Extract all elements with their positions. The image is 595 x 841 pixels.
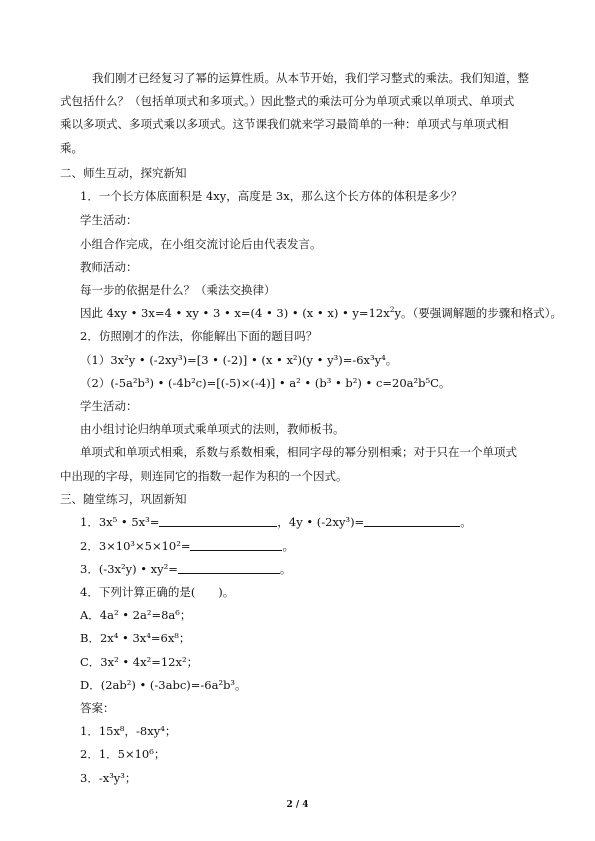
derivation-part-b: y。（要强调解题的步骤和格式）。: [394, 306, 562, 320]
intro-line-3: 乘以多项式、多项式乘以多项式。这节课我们就来学习最简单的一种：单项式与单项式相: [60, 117, 509, 131]
practice-3-a: 3．(-3x²y) • xy²=: [80, 562, 178, 576]
answer-label: 答案：: [80, 701, 115, 715]
practice-1-b: ，4y • (-2xy³)=: [277, 515, 365, 529]
teacher-activity-label: 教师活动：: [80, 260, 138, 274]
option-c: C．3x² • 4x²=12x²；: [80, 655, 199, 669]
answer-2: 2．1．5×10⁶；: [80, 747, 166, 761]
student-activity-text: 小组合作完成，在小组交流讨论后由代表发言。: [80, 237, 322, 251]
rule-line-2: 中出现的字母，则连同它的指数一起作为积的一个因式。: [60, 469, 348, 483]
practice-2-end: 。: [282, 539, 294, 553]
answer-1: 1．15x⁸，-8xy⁴；: [80, 724, 177, 738]
section-2-title: 二、师生互动，探究新知: [60, 166, 187, 180]
practice-2: [80, 538, 520, 555]
practice-4: 4．下列计算正确的是( )。: [80, 585, 235, 599]
question-2: 2．仿照刚才的作法，你能解出下面的题目吗？: [80, 329, 318, 343]
question-1: 1．一个长方体底面积是 4xy，高度是 3x，那么这个长方体的体积是多少？: [80, 189, 463, 203]
option-b: B．2x⁴ • 3x⁴=6x⁸；: [80, 631, 191, 645]
answer-3: 3．-x³y³；: [80, 771, 137, 785]
example-2: （2）(-5a²b³) • (-4b²c)=[(-5)×(-4)] • a² • (b³ • b²) • c=20a²b⁵C。: [80, 376, 451, 390]
example-1: （1）3x²y • (-2xy³)=[3 • (-2)] • (x • x²)(y • y³)=-6x³y⁴。: [80, 353, 398, 367]
practice-1: [80, 514, 520, 531]
answer-blank: [159, 514, 277, 527]
intro-line-4: 乘。: [60, 141, 83, 155]
student-activity-label-2: 学生活动：: [80, 399, 138, 413]
derivation-part-a: 因此 4xy • 3x=4 • xy • 3 • x=(4 • 3) • (x • x) • y=12x: [80, 306, 390, 320]
answer-blank: [178, 561, 280, 574]
practice-2-a: 2．3×10³×5×10²=: [80, 539, 191, 553]
section-3-title: 三、随堂练习，巩固新知: [60, 492, 187, 506]
student-activity-label: 学生活动：: [80, 213, 138, 227]
practice-3-end: 。: [279, 562, 292, 576]
practice-3: [80, 561, 520, 578]
answer-blank: [190, 538, 282, 551]
answer-blank: [364, 514, 460, 527]
student-activity-text-2: 由小组讨论归纳单项式乘单项式的法则，教师板书。: [80, 422, 345, 436]
page-number: 2 / 4: [286, 800, 309, 810]
teacher-activity-text: 每一步的依据是什么？（乘法交换律）: [80, 283, 276, 297]
intro-line-2: 式包括什么？（包括单项式和多项式。）因此整式的乘法可分为单项式乘以单项式、单项式: [60, 94, 515, 108]
practice-1-a: 1．3x⁵ • 5x³=: [80, 515, 160, 529]
option-a: A．4a² • 2a²=8a⁶；: [80, 608, 192, 622]
derivation-line: 因此 4xy • 3x=4 • xy • 3 • x=(4 • 3) • (x • x) • $y=12x^2y$。（要强调解题的步骤和格式）。: [80, 305, 562, 320]
intro-line-1: 我们刚才已经复习了幂的运算性质。从本节开始，我们学习整式的乘法。我们知道，整: [92, 71, 529, 85]
practice-1-end: 。: [460, 515, 472, 529]
rule-line-1: 单项式和单项式相乘，系数与系数相乘，相同字母的幂分别相乘；对于只在一个单项式: [80, 445, 517, 459]
option-d: D．(2ab²) • (-3abc)=-6a²b³。: [80, 678, 247, 692]
